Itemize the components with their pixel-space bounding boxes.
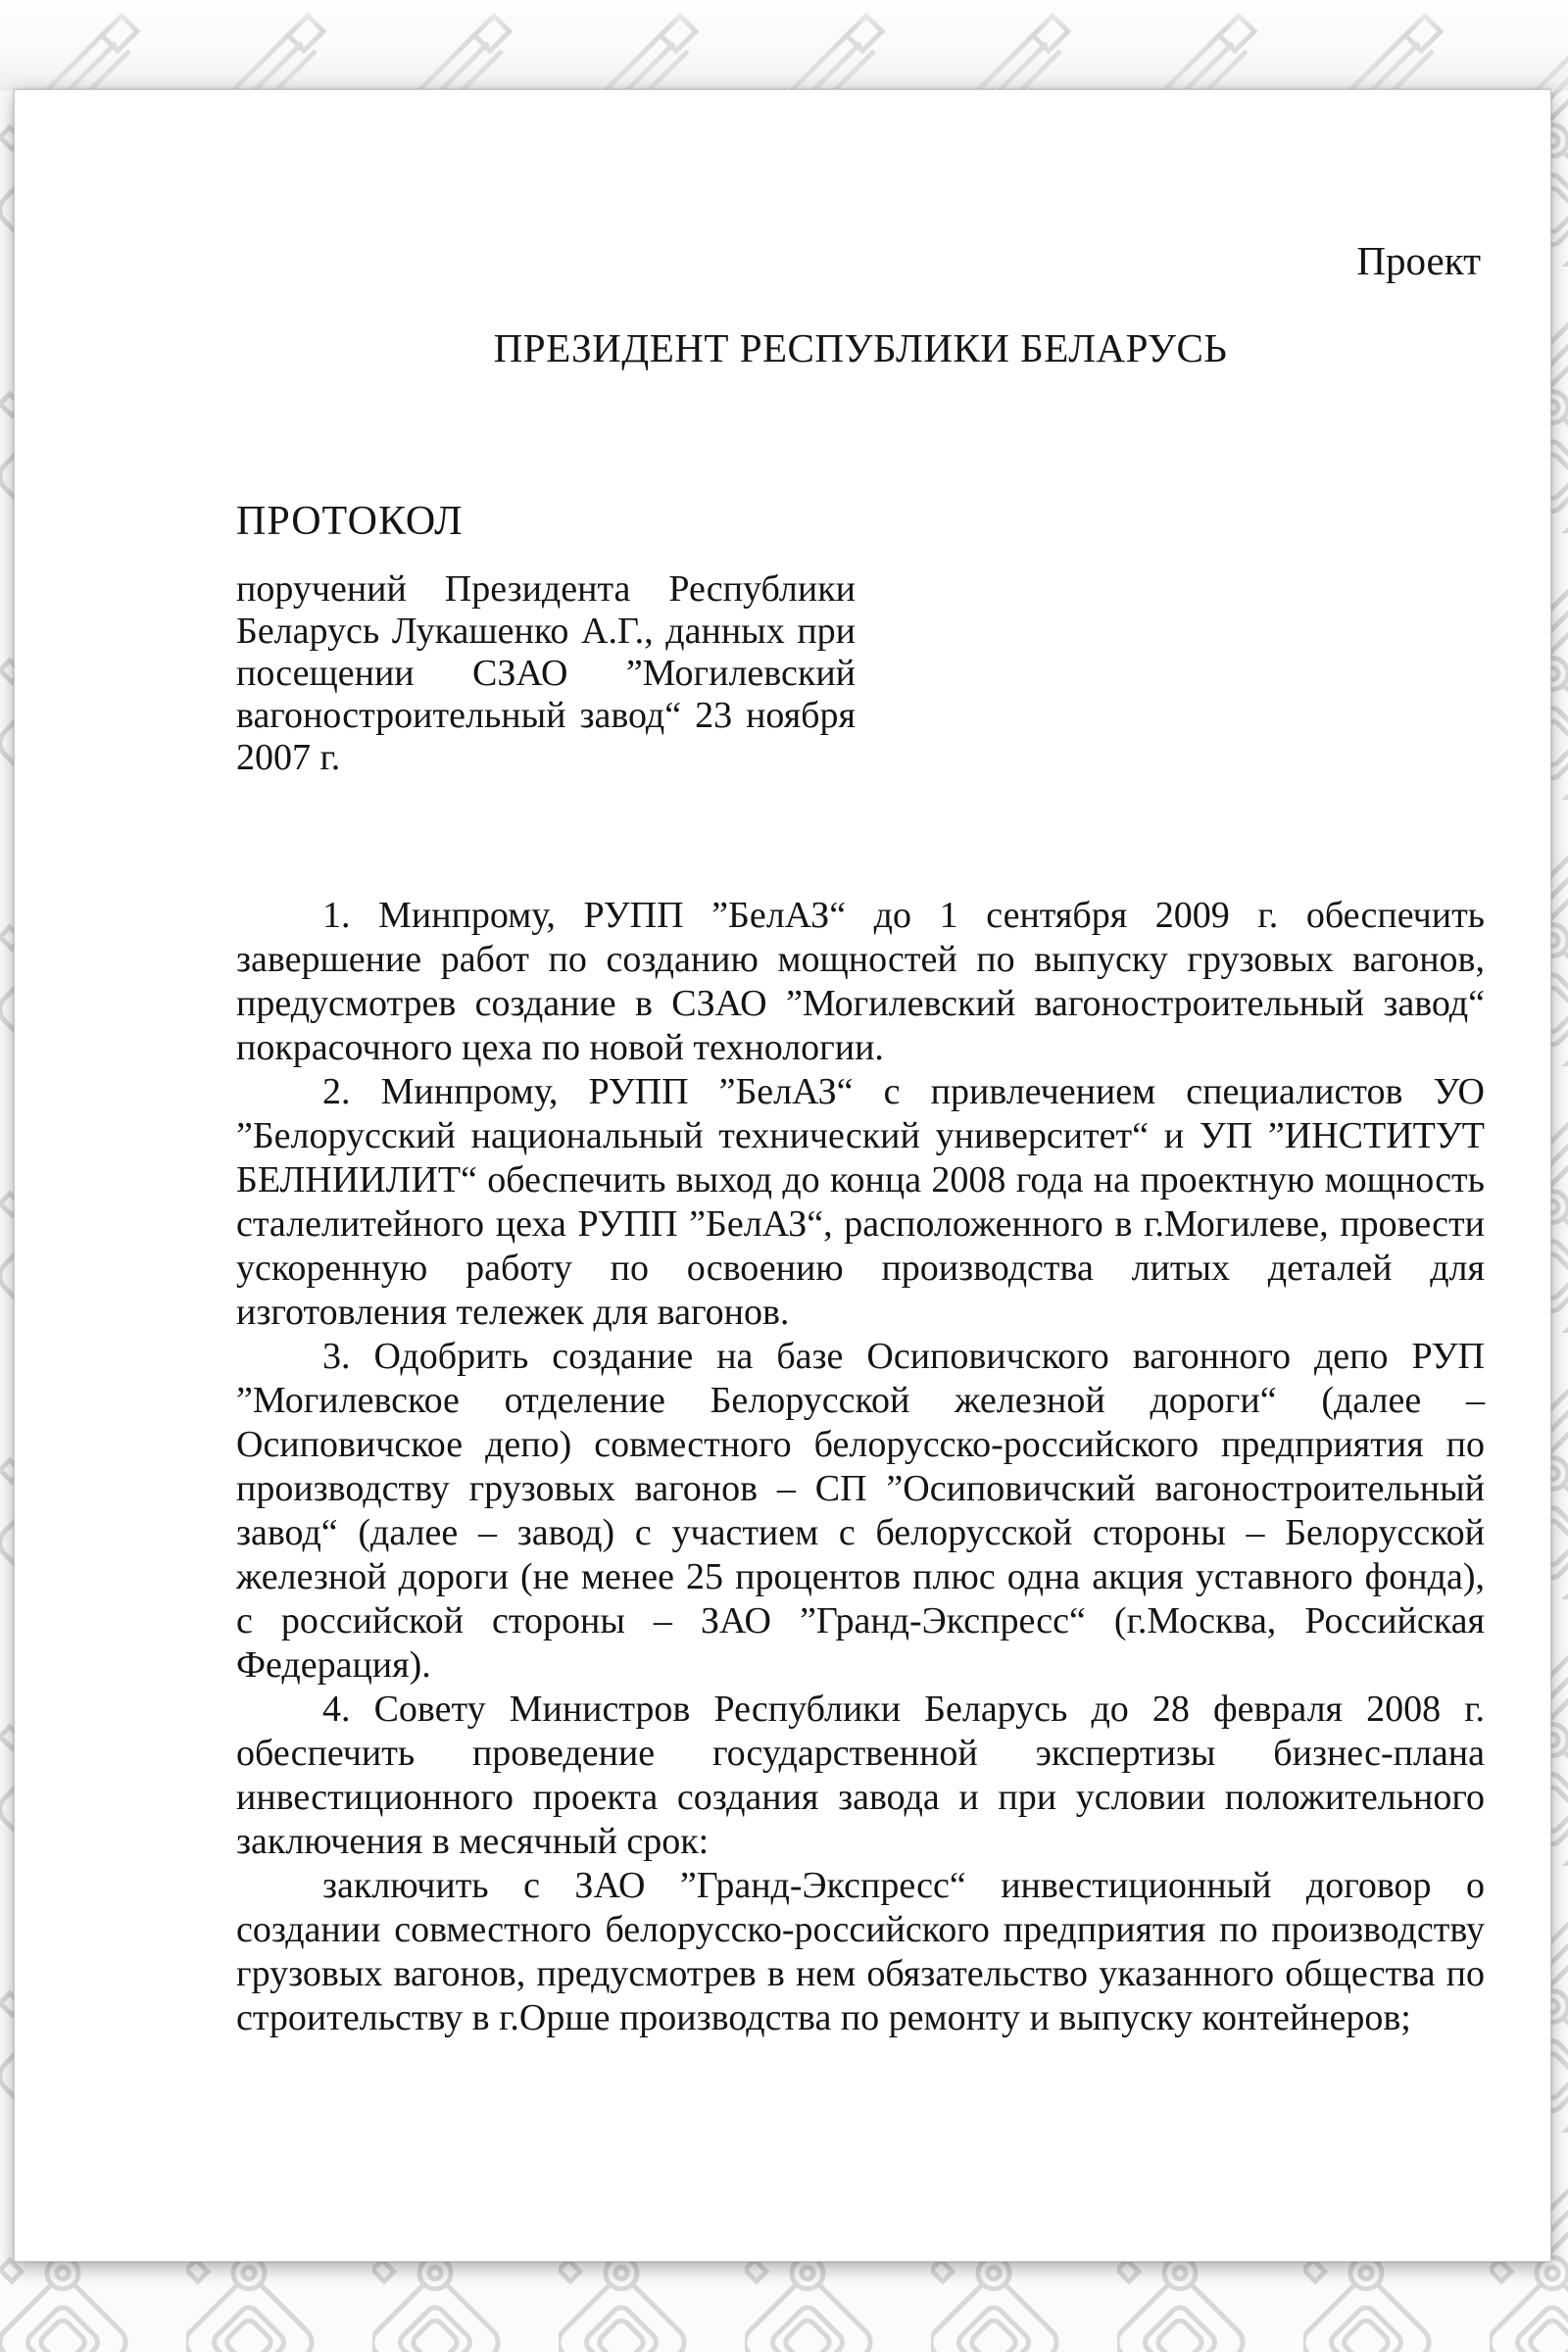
document-body	[236, 894, 1485, 2040]
paragraph-4: 4. Совету Министров Республики Беларусь до 28 февраля 2008 г. обеспечить проведение государственной экспертизы бизнес-плана инвестиционного проекта создания завода и при условии положительного заключения в месячный срок:	[236, 1689, 1485, 1862]
protocol-description: поручений Президента Республики Беларусь Лукашенко А.Г., данных при посещении СЗАО ”Могилевский вагоностроительный завод“ 23 ноября 2007 г.	[236, 568, 856, 778]
protocol-heading: ПРОТОКОЛ	[236, 499, 464, 544]
paragraph-3: 3. Одобрить создание на базе Осиповичского вагонного депо РУП ”Могилевское отделение Белорусской железной дороги“ (далее – Осиповичское депо) совместного белорусско-российского предприятия по производству грузовых вагонов – СП ”Осиповичский вагоностроительный завод“ (далее – завод) с участием с белорусской стороны – Белорусской железной дороги (не менее 25 процентов плюс одна акция уставного фонда), с российской стороны – ЗАО ”Гранд-Экспресс“ (г.Москва, Российская Федерация).	[236, 1336, 1485, 1686]
paragraph-1: 1. Минпрому, РУПП ”БелАЗ“ до 1 сентября 2009 г. обеспечить завершение работ по созданию мощностей по выпуску грузовых вагонов, предусмотрев создание в СЗАО ”Могилевский вагоностроительный завод“ покрасочного цеха по новой технологии.	[236, 895, 1485, 1068]
paragraph-2: 2. Минпрому, РУПП ”БелАЗ“ с привлечением специалистов УО ”Белорусский национальный технический университет“ и УП ”ИНСТИТУТ БЕЛНИИЛИТ“ обеспечить выход до конца 2008 года на проектную мощность сталелитейного цеха РУПП ”БелАЗ“, расположенного в г.Могилеве, провести ускоренную работу по освоению производства литых деталей для изготовления тележек для вагонов.	[236, 1071, 1485, 1333]
draft-label: Проект	[1356, 238, 1481, 283]
document-page	[14, 89, 1551, 2262]
paragraph-5: заключить с ЗАО ”Гранд-Экспресс“ инвестиционный договор о создании совместного белорусско-российского предприятия по производству грузовых вагонов, предусмотрев в нем обязательство указанного общества по строительству в г.Орше производства по ремонту и выпуску контейнеров;	[236, 1865, 1485, 2038]
letterhead-title: ПРЕЗИДЕНТ РЕСПУБЛИКИ БЕЛАРУСЬ	[493, 325, 1228, 370]
